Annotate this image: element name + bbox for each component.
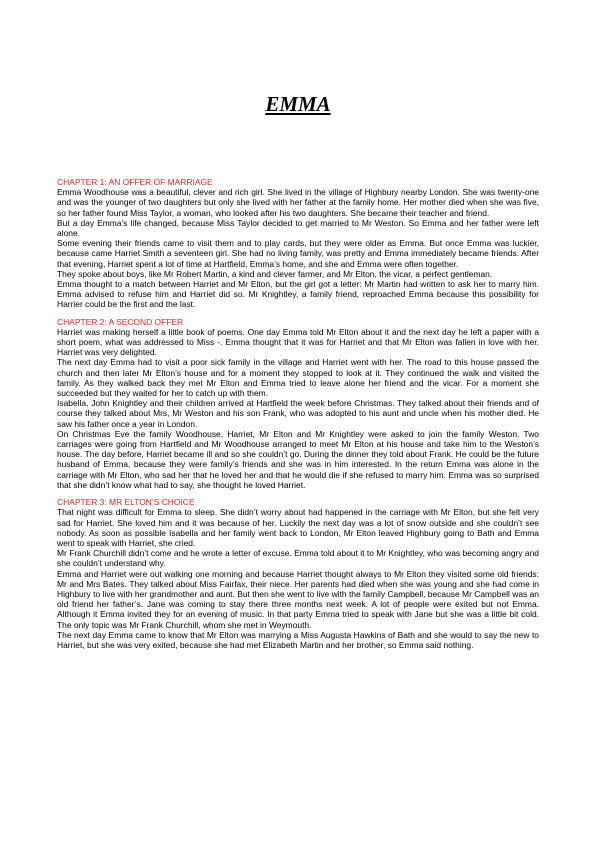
paragraph: Isabella, John Knightley and their children arrived at Hartfield the week before Christmas. They talked about their friends and of course they talked about Mrs, Mr Weston and his son Frank, who was adopted to his aunt and uncle when his mother died. He saw his father once a year in London.: [57, 398, 539, 429]
chapter-3: [57, 497, 539, 650]
document-title: EMMA: [265, 92, 331, 116]
paragraph: The next day Emma came to know that Mr Elton was marrying a Miss Augusta Hawkins of Bath and she would to say the new to Harriet, but she was very exited, because she had met Elizabeth Martin and her brother, so Emma said nothing.: [57, 629, 539, 650]
chapter-1: [57, 177, 539, 310]
paragraph: The next day Emma had to visit a poor sick family in the village and Harriet went with her. The road to this house passed the church and then later Mr Elton’s house and for a moment they stopped to look at it. They continued the walk and visited the family. As they walked back they met Mr Elton and Emma tried to leave alone her friend and the vicar. For a moment she succeeded but they waited for her to catch up with them.: [57, 357, 539, 399]
paragraph: Emma and Harriet were out walking one morning and because Harriet thought always to Mr Elton they visited some old friends: Mr and Mrs Bates. They talked about Miss Fairfax, their niece. Her parents had died when she was young and she had come in Highbury to live with her grandmother and aunt. But then she went to live with the family Campbell, because Mr Campbell was an old friend her father’s. Jane was coming to stay there three months next week. A lot of people were exited but not Emma. Although it Emma invited they for an evening of music. In that party Emma tried to speak with Jane but she was a little bit cold. The only topic was Mr Frank Churchill, whom she met in Weymouth.: [57, 568, 539, 630]
chapter-heading: CHAPTER 1: AN OFFER OF MARRIAGE: [57, 177, 213, 187]
chapter-heading: CHAPTER 3: MR ELTON’S CHOICE: [57, 497, 195, 508]
paragraph: Emma thought to a match between Harriet and Mr Elton, but the girl got a letter: Mr Martin had written to ask her to marry him. Emma advised to refuse him and Harriet did so. Mr Knightley, a family friend, reproached Emma because this possibility for Harrier could be the first and the last.: [57, 279, 539, 310]
chapter-2: [57, 317, 539, 490]
paragraph: Mr Frank Churchill didn’t come and he wrote a letter of excuse. Emma told about it to Mr Knightley, who was becoming angry and she couldn’t understand why.: [57, 548, 539, 569]
paragraph: That night was difficult for Emma to sleep. She didn’t worry about had happened in the carriage with Mr Elton, but she felt very sad for Harriet. She loved him and it was because of her. Luckily the next day was a lot of snow outside and she couldn’t see nobody. As soon as possible Isabella and her family went back to London, Mr Elton leaved Highbury going to Bath and Emma went to speak with Harriet, she cried.: [57, 507, 539, 548]
paragraph: Harriet was making herself a little book of poems. One day Emma told Mr Elton about it and the next day he left a paper with a short poem, what was addressed to Miss -. Emma thought that it was for Harriet and that Mr Elton was fallen in love with her. Harriet was very delighted.: [57, 326, 539, 358]
paragraph: Some evening their friends came to visit them and to play cards, but they were older as Emma. But once Emma was luckier, because came Harriet Smith a seventeen girl. She had no living family, was pretty and Emma immediately became friends. After that evening, Harriet spent a lot of time at Hartfield, Emma’s home, and she and Emma were often together.: [57, 238, 539, 269]
paragraph: Emma Woodhouse was a beautiful, clever and rich girl. She lived in the village of Highbury nearby London. She was twenty-one and was the younger of two daughters but only she lived with her father at the family home. Her mother died when she was five, so her father found Miss Taylor, a woman, who looked after his two daughters. She became their teacher and friend.: [57, 187, 539, 218]
paragraph: But a day Emma’s life changed, because Miss Taylor decided to get married to Mr Weston. So Emma and her father were left alone.: [57, 217, 539, 239]
chapter-heading: CHAPTER 2: A SECOND OFFER: [57, 316, 184, 327]
paragraph: On Christmas Eve the family Woodhouse, Harriet, Mr Elton and Mr Knightley were asked to join the family Weston. Two carriages were going from Hartfield and Mr Woodhouse arranged to meet Mr Elton at his house and take him to the Weston’s house. The day before, Harriet became ill and so she couldn’t go. During the dinner they told about Frank. He could be the future husband of Emma, because they were family’s friends and she was in him interested. In the return Emma was alone in the carriage with Mr Elton, who sad her that he loved her and that he would die if she refused to marry him. Emma was so surprised that she didn’t know what had to say, she thought he loved Harriet.: [57, 428, 539, 490]
document-body: [57, 177, 539, 657]
paragraph: They spoke about boys, like Mr Robert Martin, a kind and clever farmer, and Mr Elton, the vicar, a perfect gentleman.: [57, 268, 493, 279]
